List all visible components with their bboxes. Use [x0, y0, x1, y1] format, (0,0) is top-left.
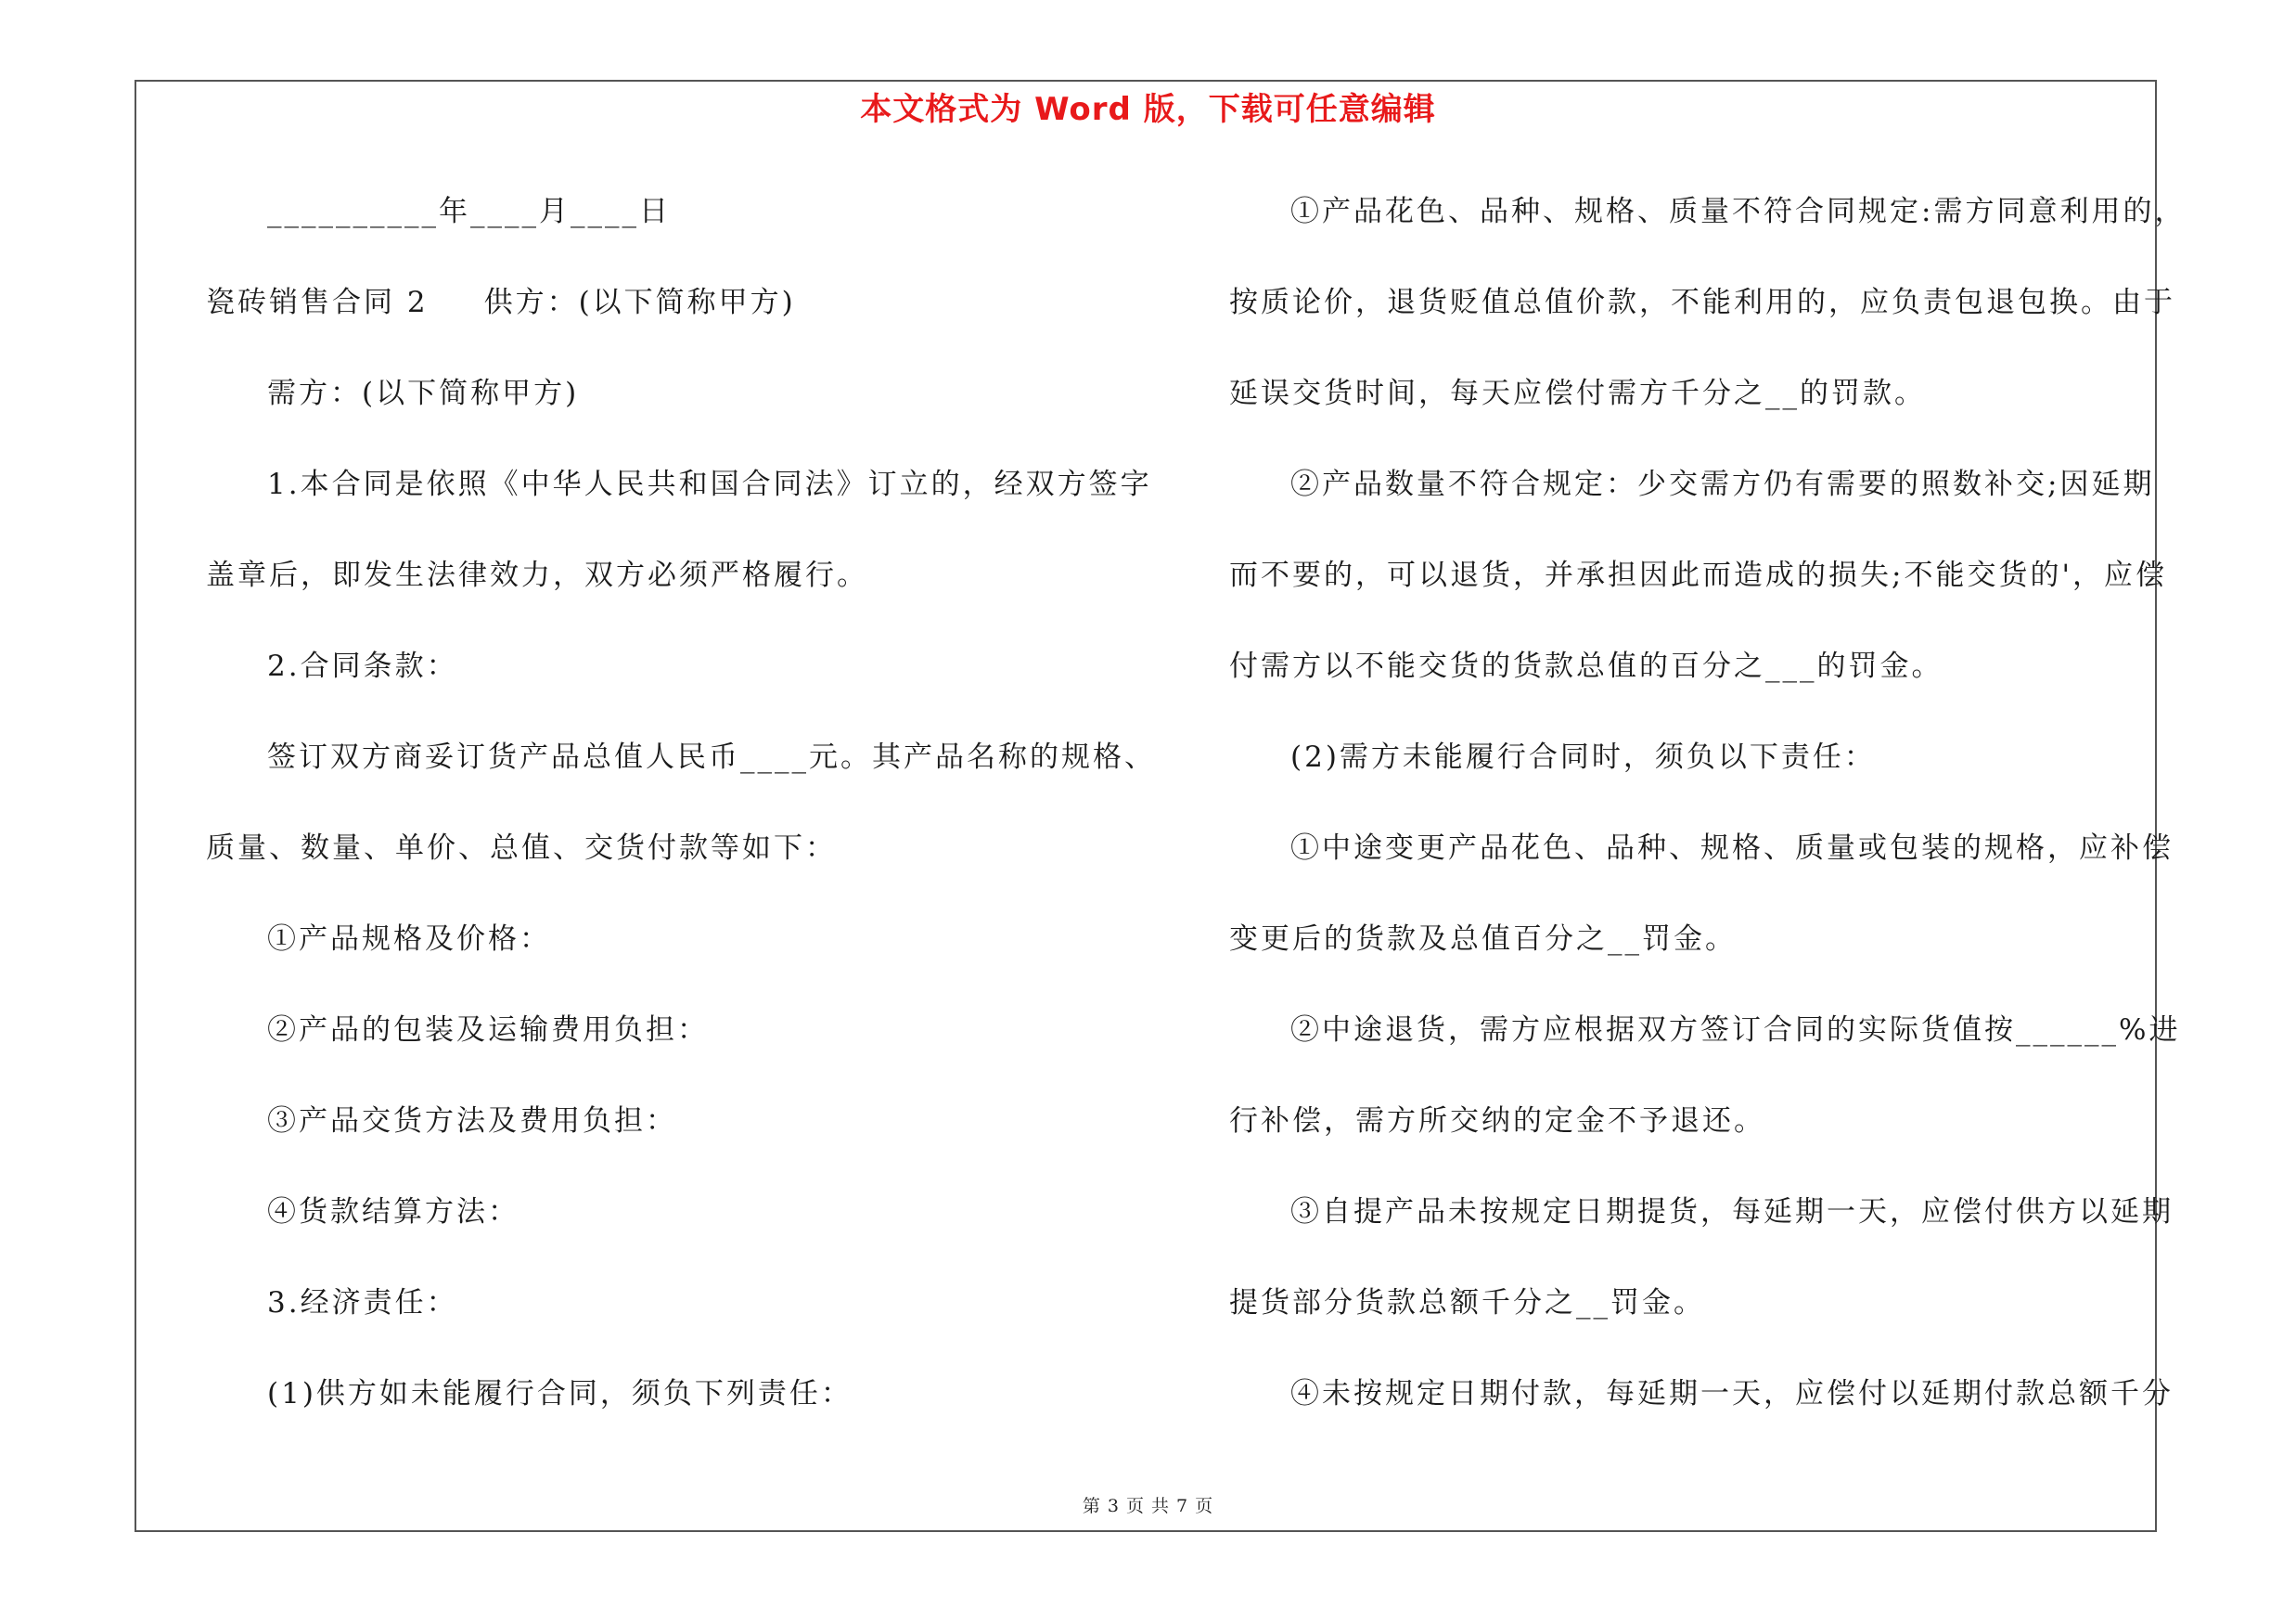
clause-2-heading: 2.合同条款： [267, 650, 458, 683]
paragraph-line: ②产品数量不符合规定：少交需方仍有需要的照数补交;因延期 [1290, 468, 2155, 501]
paragraph-line: ④未按规定日期付款，每延期一天，应偿付以延期付款总额千分 [1290, 1377, 2174, 1410]
paragraph-line: 提货部分货款总额千分之__罚金。 [1229, 1286, 1705, 1320]
date-line: __________年____月____日 [267, 195, 671, 228]
paragraph-line: ①产品花色、品种、规格、质量不符合同规定:需方同意利用的， [1290, 195, 2187, 228]
clause-3-sub-1: (1)供方如未能履行合同，须负下列责任： [267, 1377, 853, 1410]
clause-3-heading: 3.经济责任： [267, 1286, 458, 1320]
paragraph-line: 按质论价，退货贬值总值价款，不能利用的，应负责包退包换。由于 [1229, 286, 2175, 319]
left-column [206, 186, 1171, 1459]
paragraph-line: 付需方以不能交货的货款总值的百分之___的罚金。 [1229, 650, 1943, 683]
edit-notice-banner: 本文格式为 Word 版，下载可任意编辑 [860, 91, 1436, 128]
right-column [1229, 186, 2187, 1459]
paragraph-line: 而不要的，可以退货，并承担因此而造成的损失;不能交货的'，应偿 [1229, 559, 2167, 592]
paragraph-line: 延误交货时间，每天应偿付需方千分之__的罚款。 [1229, 377, 1926, 410]
item-3: ③产品交货方法及费用负担： [267, 1104, 677, 1138]
buyer-line: 需方：(以下简称甲方) [267, 377, 580, 410]
clause-1-text-cont: 盖章后，即发生法律效力，双方必须严格履行。 [206, 559, 868, 592]
clause-2-text-cont: 质量、数量、单价、总值、交货付款等如下： [206, 831, 837, 865]
item-1: ①产品规格及价格： [267, 922, 551, 956]
clause-1-text: 1.本合同是依照《中华人民共和国合同法》订立的，经双方签字 [267, 468, 1152, 501]
paragraph-line: ②中途退货，需方应根据双方签订合同的实际货值按______%进 [1290, 1013, 2181, 1047]
contract-title: 瓷砖销售合同 2 [206, 286, 429, 319]
contract-title-line [206, 277, 1171, 367]
item-4: ④货款结算方法： [267, 1195, 519, 1229]
clause-2-text: 签订双方商妥订货产品总值人民币____元。其产品名称的规格、 [267, 741, 1156, 774]
paragraph-line: ①中途变更产品花色、品种、规格、质量或包装的规格，应补偿 [1290, 831, 2174, 865]
page-number-footer: 第 3 页 共 7 页 [1082, 1496, 1214, 1516]
paragraph-line: 行补偿，需方所交纳的定金不予退还。 [1229, 1104, 1765, 1138]
paragraph-line: ③自提产品未按规定日期提货，每延期一天，应偿付供方以延期 [1290, 1195, 2174, 1229]
paragraph-line: 变更后的货款及总值百分之__罚金。 [1229, 922, 1737, 956]
paragraph-line: (2)需方未能履行合同时，须负以下责任： [1290, 741, 1876, 774]
supplier-line: 供方：(以下简称甲方) [483, 286, 796, 319]
item-2: ②产品的包装及运输费用负担： [267, 1013, 709, 1047]
